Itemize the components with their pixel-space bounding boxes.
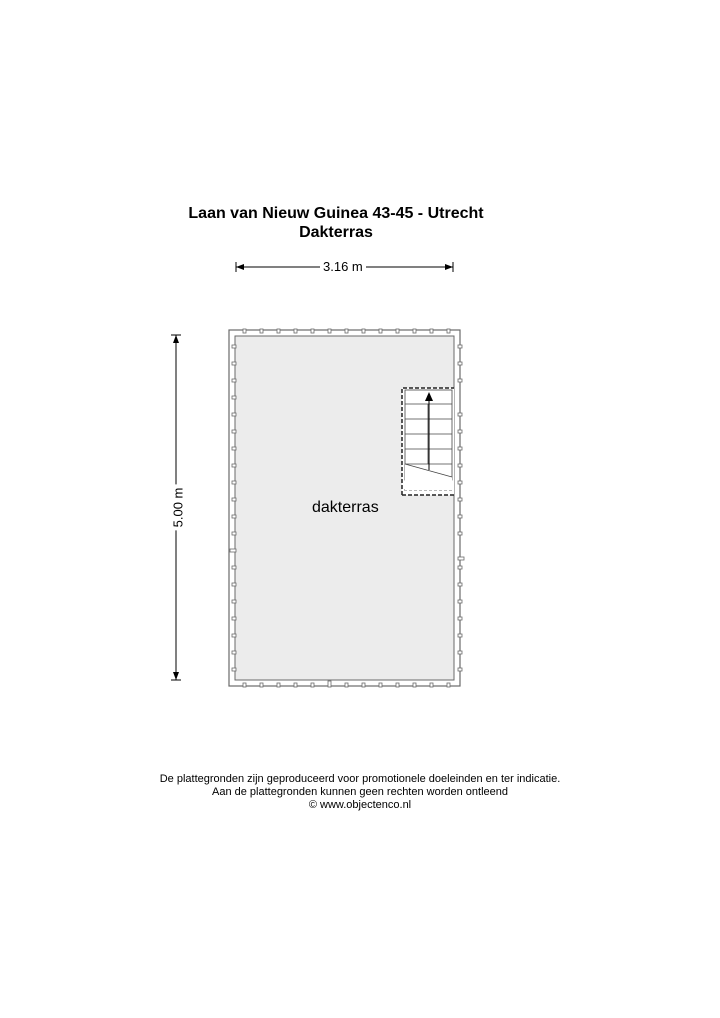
plan-floor-title: Dakterras xyxy=(299,224,373,241)
height-dimension-label: 5.00 m xyxy=(170,485,185,531)
disclaimer-line-2: Aan de plattegronden kunnen geen rechten worden ontleend xyxy=(211,786,508,798)
room-label: dakterras xyxy=(312,499,379,516)
stair-opening xyxy=(402,388,454,495)
width-dimension-label: 3.16 m xyxy=(320,259,366,274)
plan-address-title: Laan van Nieuw Guinea 43-45 - Utrecht xyxy=(188,205,484,222)
copyright-line: © www.objectenco.nl xyxy=(308,799,412,811)
disclaimer-line-1: De plattegronden zijn geproduceerd voor promotionele doeleinden en ter indicatie. xyxy=(159,773,561,785)
